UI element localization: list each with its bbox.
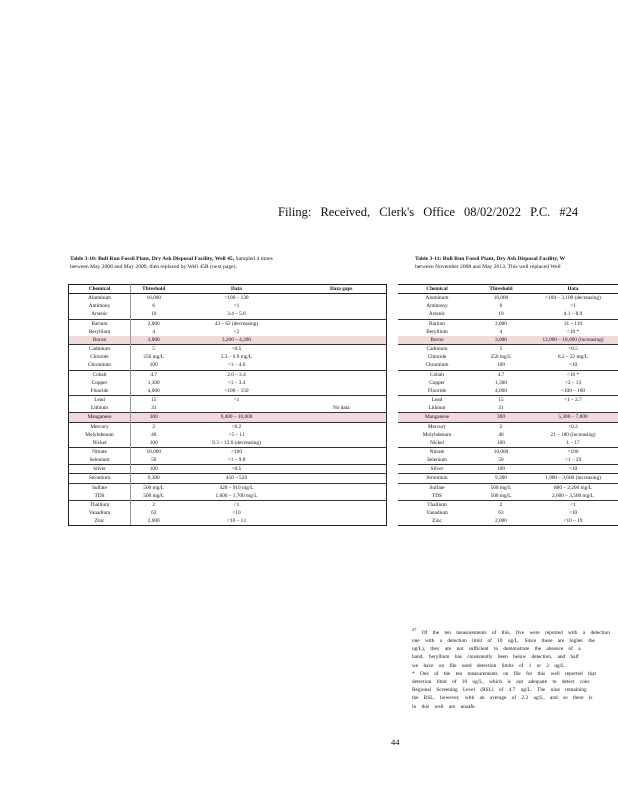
table-a-caption-title: Table 3-10: Bull Run Fossil Plant, Dry Ash Disposal Facility, Well 45,	[70, 256, 235, 262]
tableB-cell: Lithium	[428, 405, 446, 412]
tableA-cell: <5 – 11	[228, 431, 245, 438]
tableA-cell	[297, 345, 387, 354]
tableB-cell: 100	[476, 465, 526, 474]
tableB-cell: <100	[526, 447, 618, 456]
tableA-cell: Aluminum	[69, 294, 131, 303]
tableA-row	[69, 336, 387, 345]
table-b-header-threshold: Threshold	[476, 285, 526, 294]
tableB-cell: 4,000	[495, 387, 507, 394]
table-b-header-chemical: Chemical	[398, 285, 476, 294]
tableA-cell: Thallium	[69, 500, 131, 509]
tableA-row	[69, 474, 387, 483]
tableA-cell: 9.3 – 12.0 (decreasing)	[212, 439, 261, 446]
tableA-cell	[297, 319, 387, 328]
tableB-cell: <100 – 160	[560, 387, 586, 394]
tableB-cell: Nickel	[429, 439, 445, 446]
tableA-cell: Nickel	[69, 439, 131, 448]
tableA-cell: 2,000	[131, 319, 177, 328]
tableB-cell: 250 mg/L	[490, 354, 512, 361]
tableB-cell: <10 *	[566, 328, 580, 335]
tableA-cell: 2	[131, 500, 177, 509]
table-a-caption-rest: Sampled 4 times	[235, 256, 273, 262]
tableB-row	[398, 387, 618, 396]
tableB-row	[398, 483, 618, 492]
tableA-cell	[297, 396, 387, 405]
tableA-row	[69, 422, 387, 431]
footnote-line	[412, 626, 617, 637]
tableB-cell: Fluoride	[428, 387, 446, 394]
tableB-cell: <1 – 2.7	[526, 396, 618, 405]
tableB-row	[398, 370, 618, 379]
tableB-row	[398, 517, 618, 526]
filing-header: Filing: Received, Clerk's Office 08/02/2022 P.C. #24	[278, 205, 579, 219]
tableA-row	[69, 294, 387, 303]
tableA-cell: 3,000	[131, 336, 177, 345]
tableA-cell	[297, 379, 387, 387]
tableA-row	[69, 396, 387, 405]
tableB-cell: Silver	[398, 465, 476, 474]
tableB-row	[398, 379, 618, 387]
tableB-cell: Beryllium	[426, 328, 448, 335]
tableA-row	[69, 302, 387, 310]
tableA-cell: 250 mg/L	[143, 354, 165, 361]
tableA-cell: Silver	[69, 465, 131, 474]
tableB-cell: 31 – 110	[526, 319, 618, 328]
tableB-cell: 21 – 180 (increasing)	[550, 431, 596, 438]
tableA-cell	[297, 465, 387, 474]
tableA-row	[69, 500, 387, 509]
tableA-cell	[297, 431, 387, 439]
tableB-cell	[526, 404, 618, 413]
tableA-cell: <1	[233, 303, 240, 310]
footnote-line: in this well are unsafe.	[412, 703, 476, 710]
tableB-cell: <10	[526, 465, 618, 474]
tableA-cell	[297, 492, 387, 501]
tableA-cell: Barium	[69, 319, 131, 328]
tableA-cell: 420 – 910 mg/L	[177, 483, 297, 492]
tableA-cell: 3.4 – 5.6	[227, 311, 246, 318]
tableB-row	[398, 404, 618, 413]
table-a-header-chemical: Chemical	[69, 285, 131, 294]
tableA-cell: Selenium	[69, 456, 131, 465]
tableB-row	[398, 492, 618, 501]
tableB-cell: 63	[498, 510, 504, 517]
tableA-cell	[297, 353, 387, 361]
tableA-cell: 2.0 – 2.4	[177, 370, 297, 379]
tableA-row	[69, 310, 387, 319]
tableB-row	[398, 465, 618, 474]
tableB-cell: Cadmium	[398, 345, 476, 354]
table-a-caption-line1	[70, 255, 273, 263]
tableA-cell: 1,300	[147, 379, 160, 386]
tableA-cell: 9,300	[131, 474, 177, 483]
tableB-cell: Sulfate	[398, 483, 476, 492]
tableB-cell: Barium	[398, 319, 476, 328]
tableA-cell: 63	[151, 510, 157, 517]
tableB-cell: 40	[498, 431, 504, 438]
tableA-cell	[297, 517, 387, 526]
tableA-cell: Chloride	[69, 353, 131, 361]
tableA-row	[69, 353, 387, 361]
tableB-cell: Lead	[398, 396, 476, 405]
tableA-row	[69, 345, 387, 354]
table-a-header-datagaps: Data gaps	[297, 285, 387, 294]
tableB-cell: 500 mg/L	[476, 483, 526, 492]
footnote-text: Of the ten measurements of this, five were reported with a detection	[421, 629, 610, 636]
tableB-cell: 100	[497, 362, 505, 369]
tableA-cell	[297, 422, 387, 431]
tableB-cell: 8.2 – 22 mg/L	[557, 354, 588, 361]
tableA-cell	[297, 483, 387, 492]
tableB-cell: Strontium	[398, 474, 476, 483]
tableA-cell: <0.2	[177, 422, 297, 431]
tableB-cell: Antimony	[426, 303, 448, 310]
tableA-cell: <1	[177, 396, 297, 405]
tableA-cell: Chromium	[69, 361, 131, 370]
table-b-caption-line1	[415, 255, 565, 263]
tableA-row	[69, 379, 387, 387]
tableB-cell: Selenium	[426, 457, 447, 464]
tableA-cell: 300	[131, 413, 177, 422]
tableB-cell: <1 – 29	[564, 457, 582, 464]
footnote-line: Regional Screening Level (RSL) of 4.7 ug/L. The nine remaining	[412, 687, 587, 694]
tableB-cell: 31	[498, 405, 504, 412]
tableA-cell: Antimony	[69, 302, 131, 310]
table-a-header-threshold: Threshold	[131, 285, 177, 294]
tableA-cell: <1 – 9.8	[227, 457, 246, 464]
tableB-cell: 6	[499, 303, 503, 310]
tableB-cell: 4.1 – 8.9	[563, 311, 583, 318]
tableA-cell: Cadmium	[69, 345, 131, 354]
tableB-cell: 2,000	[476, 319, 526, 328]
tableB-cell: 1 – 17	[566, 439, 580, 446]
tableA-cell: Molybdenum	[69, 431, 131, 439]
tableA-cell: <100	[177, 447, 297, 456]
tableB-cell: <10	[568, 510, 578, 517]
tableA-cell	[297, 336, 387, 345]
tableB-cell: 2,000	[476, 517, 526, 526]
footnote-line: the RSL, however, with an average of 2.3 ug/L, and so there is	[412, 695, 593, 702]
tableA-cell: <0.5	[177, 465, 297, 474]
tableA-cell: 50	[151, 457, 157, 464]
tableB-cell: 15	[476, 396, 526, 405]
tableB-row	[398, 353, 618, 361]
tableA-cell: 500 mg/L	[131, 483, 177, 492]
tableA-cell: 3,200 – 4,200	[177, 336, 297, 345]
tableB-cell: Copper	[429, 379, 445, 386]
tableA-cell: <0.5	[177, 345, 297, 354]
tableB-cell: <10 – 19	[526, 517, 618, 526]
tableA-cell	[297, 310, 387, 319]
table-b-header-data: Data	[526, 285, 618, 294]
tableB-cell: 50	[498, 457, 504, 464]
tableB-cell: Thallium	[398, 500, 476, 509]
tableA-cell: Lead	[69, 396, 131, 405]
tableB-row	[398, 336, 618, 345]
tableB-cell: Aluminum	[425, 295, 449, 302]
table-a-caption	[70, 255, 273, 271]
tableB-row	[398, 413, 618, 422]
tableB-row	[398, 319, 618, 328]
tableA-cell: 10	[151, 311, 157, 318]
table-b-body	[398, 294, 618, 526]
tableA-row	[69, 413, 387, 422]
tableB-cell: 2,600 – 3,500 mg/L	[552, 492, 594, 499]
tableB-cell: 800 – 2,200 mg/L	[526, 483, 618, 492]
tableA-row	[69, 431, 387, 439]
tableB-cell: Chromium	[425, 362, 449, 369]
table-b-caption	[415, 255, 565, 271]
tableA-cell: 31	[151, 405, 157, 412]
tableA-row	[69, 465, 387, 474]
tableA-cell: 40	[151, 431, 157, 438]
tableA-cell: 4,000	[147, 387, 160, 394]
tableB-cell: Cobalt	[398, 370, 476, 379]
tableB-cell: 5	[476, 345, 526, 354]
table-b-header-row	[398, 285, 618, 294]
tableA-cell: 4	[152, 328, 156, 335]
tableB-cell: <100 – 3,100 (decreasing)	[545, 295, 601, 302]
tableB-cell: 100	[497, 439, 505, 446]
tableA-row	[69, 456, 387, 465]
tableB-cell: <0.2	[526, 422, 618, 431]
tableB-cell: 2	[476, 422, 526, 431]
tableB-row	[398, 396, 618, 405]
tableB-row	[398, 345, 618, 354]
tableA-cell	[297, 361, 387, 370]
tableA-cell: 5	[131, 345, 177, 354]
tableB-row	[398, 439, 618, 448]
tableA-row	[69, 361, 387, 370]
tableB-row	[398, 302, 618, 310]
tableA-cell: Beryllium	[69, 328, 131, 336]
tableB-cell: 9,300	[476, 474, 526, 483]
footnote-line: hand, beryllium has consistently been below detection, and half	[412, 654, 579, 661]
tableA-cell: Strontium	[69, 474, 131, 483]
footnote-marker: 47	[412, 627, 417, 632]
tableA-cell: 15	[131, 396, 177, 405]
tableA-cell: Cobalt	[69, 370, 131, 379]
tableA-cell: Boron	[69, 336, 131, 345]
tableA-cell: <100 – 130	[224, 295, 249, 302]
tableB-row	[398, 328, 618, 336]
tableA-cell	[297, 302, 387, 310]
tableA-cell: 10,000	[131, 447, 177, 456]
tableA-cell: Lithium	[69, 404, 131, 413]
tableB-cell: <10 *	[526, 370, 618, 379]
table-a-header-data: Data	[177, 285, 297, 294]
tableB-row	[398, 431, 618, 439]
table-a	[68, 284, 387, 526]
tableB-row	[398, 422, 618, 431]
tableA-cell	[297, 447, 387, 456]
tableB-cell: Arsenic	[428, 311, 446, 318]
tableB-cell: 500 mg/L	[490, 492, 512, 499]
tableA-cell	[297, 500, 387, 509]
tableA-cell: TDS	[69, 492, 131, 501]
tableA-cell	[297, 294, 387, 303]
footnote-line: * One of the ten measurements on file for this well reported that	[412, 670, 596, 677]
tableA-cell: <10	[232, 510, 241, 517]
tableB-cell: 300	[476, 413, 526, 422]
tableA-row	[69, 387, 387, 396]
page-number: 44	[391, 737, 400, 747]
tableB-cell: Nitrate	[398, 447, 476, 456]
tableB-cell: 1,900 – 3,600 (increasing)	[526, 474, 618, 483]
tableA-cell	[297, 474, 387, 483]
tableA-cell	[297, 509, 387, 517]
tableA-cell: 2,000	[131, 517, 177, 526]
tableA-row	[69, 370, 387, 379]
tableA-cell	[297, 439, 387, 448]
tableA-row	[69, 439, 387, 448]
tableA-cell: Nitrate	[69, 447, 131, 456]
tableA-cell: 100	[131, 465, 177, 474]
tableB-cell: 4	[499, 328, 503, 335]
tableB-cell: 4.7	[476, 370, 526, 379]
tableB-cell: 10,000	[476, 447, 526, 456]
tableA-cell: 500 mg/L	[143, 492, 165, 499]
tableB-cell: <0.5	[526, 345, 618, 354]
tableB-cell: Mercury	[398, 422, 476, 431]
footnote-line: detection limit of 10 ug/L, which is not adequate to detect conc	[412, 678, 590, 685]
tableB-cell: <1	[570, 303, 576, 310]
tableA-cell: <1 – 4.6	[227, 362, 246, 369]
tableA-cell: <100 – 150	[224, 387, 249, 394]
table-a-header-row	[69, 285, 387, 294]
tableA-cell: <2	[233, 328, 240, 335]
tableB-cell: <2 – 13	[564, 379, 582, 386]
tableB-cell: 16,000	[493, 295, 509, 302]
tableA-row	[69, 517, 387, 526]
tableA-cell	[177, 404, 297, 413]
table-b	[398, 284, 618, 526]
tableA-cell: 43 – 62 (decreasing)	[177, 319, 297, 328]
table-b-caption-title: Table 3-11: Bull Run Fossil Plant, Dry Ash Disposal Facility, W	[415, 256, 566, 262]
tableB-row	[398, 447, 618, 456]
tableA-cell: 16,000	[146, 295, 162, 302]
footnote-line: ug/L), they are not sufficient to demonstrate the absence of a	[412, 646, 581, 653]
tableA-cell: <10 – 13	[177, 517, 297, 526]
tableA-cell: 4.7	[131, 370, 177, 379]
tableA-row	[69, 404, 387, 413]
tableA-cell	[297, 328, 387, 336]
tableA-cell: Vanadium	[69, 509, 131, 517]
tableB-row	[398, 361, 618, 370]
tableB-cell: TDS	[431, 492, 442, 499]
tableA-cell: 5.3 – 6.9 mg/L	[220, 354, 253, 361]
footnotes	[412, 626, 617, 711]
tableA-cell: Copper	[69, 379, 131, 387]
tableB-cell: Manganese	[398, 413, 476, 422]
tableA-cell: 2	[131, 422, 177, 431]
tableB-row	[398, 474, 618, 483]
tableB-cell: <10	[568, 362, 578, 369]
tableA-row	[69, 483, 387, 492]
tableA-cell	[297, 413, 387, 422]
tableA-cell: 1,600 – 1,700 mg/L	[215, 492, 258, 499]
tableA-cell: Zinc	[69, 517, 131, 526]
footnote-line: one with a detection limit of 10 ug/L. Since these are higher the	[412, 637, 595, 644]
tableB-row	[398, 456, 618, 465]
tableA-cell: <1	[177, 500, 297, 509]
tableB-cell: 12,000 – 18,000 (increasing)	[526, 336, 618, 345]
tableB-row	[398, 294, 618, 303]
tableA-cell: Sulfate	[69, 483, 131, 492]
tableB-cell: Molybdenum	[422, 431, 452, 438]
tableB-cell: 10	[498, 311, 504, 318]
tableB-cell: Chloride	[427, 354, 447, 361]
footnote-line: we have on file used detection limits of 1 or 2 ug/L.	[412, 662, 566, 669]
tableB-row	[398, 500, 618, 509]
tableA-row	[69, 328, 387, 336]
tableA-row	[69, 492, 387, 501]
tableA-cell: 100	[149, 439, 158, 446]
tableA-row	[69, 509, 387, 517]
tableB-row	[398, 310, 618, 319]
tableA-cell: Fluoride	[69, 387, 131, 396]
tableB-cell: 2	[476, 500, 526, 509]
tableB-cell: <1	[526, 500, 618, 509]
tableA-cell: Mercury	[69, 422, 131, 431]
tableA-cell: 100	[149, 362, 158, 369]
tableB-cell: 3,000	[476, 336, 526, 345]
tableA-cell: Arsenic	[69, 310, 131, 319]
tableB-cell: Vanadium	[426, 510, 448, 517]
tableB-cell: 5,300 – 7,800	[526, 413, 618, 422]
tableA-cell	[297, 370, 387, 379]
tableB-cell: Zinc	[398, 517, 476, 526]
tableA-cell	[297, 387, 387, 396]
tableB-cell: Boron	[398, 336, 476, 345]
tableA-row	[69, 319, 387, 328]
table-b-caption-line2: between November 2008 and May 2013. This well replaced Well	[415, 264, 561, 271]
table-a-body	[69, 294, 387, 526]
tableB-cell: 1,300	[495, 379, 507, 386]
tableA-row	[69, 447, 387, 456]
tableA-cell: <1 – 3.4	[227, 379, 246, 386]
tableA-cell: 9,400 – 10,000	[177, 413, 297, 422]
tableA-cell: 450 – 520	[177, 474, 297, 483]
tableA-cell	[297, 456, 387, 465]
tableB-row	[398, 509, 618, 517]
tableA-cell: Manganese	[69, 413, 131, 422]
table-a-caption-line2: between May 2008 and May 2009, then replaced by Well 45R (next page).	[70, 264, 237, 271]
tableA-cell: 6	[152, 303, 156, 310]
tableA-cell: No data	[332, 405, 350, 412]
